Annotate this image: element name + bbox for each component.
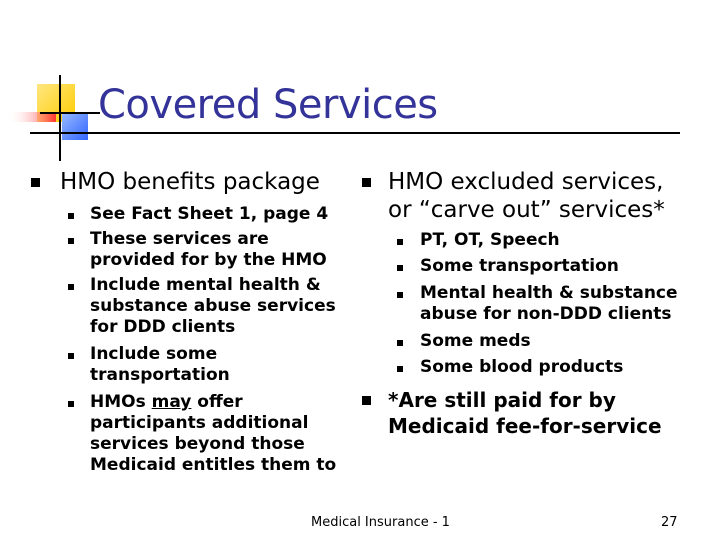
right-heading-line1: HMO excluded services, [388,169,664,195]
title-divider [30,132,680,134]
bullet-icon [362,178,371,187]
left-item-5-line3: services beyond those [90,434,305,454]
bullet-icon [31,178,40,187]
bullet-icon [362,396,371,405]
right-item-4: Some meds [420,331,531,351]
left-item-4-line2: transportation [90,365,230,385]
footer-title: Medical Insurance - 1 [311,515,450,530]
sub-bullet-icon [397,366,403,372]
left-item-3-line1: Include mental health & [90,275,321,295]
right-item-2: Some transportation [420,256,619,276]
left-item-5-line2: participants additional [90,413,309,433]
left-item-3-line2: substance abuse services [90,296,336,316]
left-item-3-line3: for DDD clients [90,317,236,337]
slide-title: Covered Services [98,82,438,128]
left-item-2-line2: provided for by the HMO [90,250,327,270]
sub-bullet-icon [68,401,74,407]
sub-bullet-icon [397,340,403,346]
right-item-3-line2: abuse for non-DDD clients [420,304,672,324]
sub-bullet-icon [68,284,74,290]
left-heading: HMO benefits package [60,169,320,195]
sub-bullet-icon [397,239,403,245]
page-number: 27 [661,515,678,530]
right-note-line1: *Are still paid for by [388,388,616,412]
sub-bullet-icon [397,292,403,298]
left-item-2-line1: These services are [90,229,269,249]
left-item-1: See Fact Sheet 1, page 4 [90,204,329,224]
right-item-1: PT, OT, Speech [420,230,560,250]
left-item-5-line1: HMOs may offer [90,392,243,412]
sub-bullet-icon [68,213,74,219]
sub-bullet-icon [68,238,74,244]
sub-bullet-icon [397,265,403,271]
right-item-5: Some blood products [420,357,624,377]
right-note-line2: Medicaid fee-for-service [388,414,662,438]
left-item-4-line1: Include some [90,344,218,364]
right-item-3-line1: Mental health & substance [420,283,678,303]
right-heading-line2: or “carve out” services* [388,197,665,223]
underlined-word: may [151,392,192,412]
left-item-5-line4: Medicaid entitles them to [90,455,337,475]
sub-bullet-icon [68,353,74,359]
